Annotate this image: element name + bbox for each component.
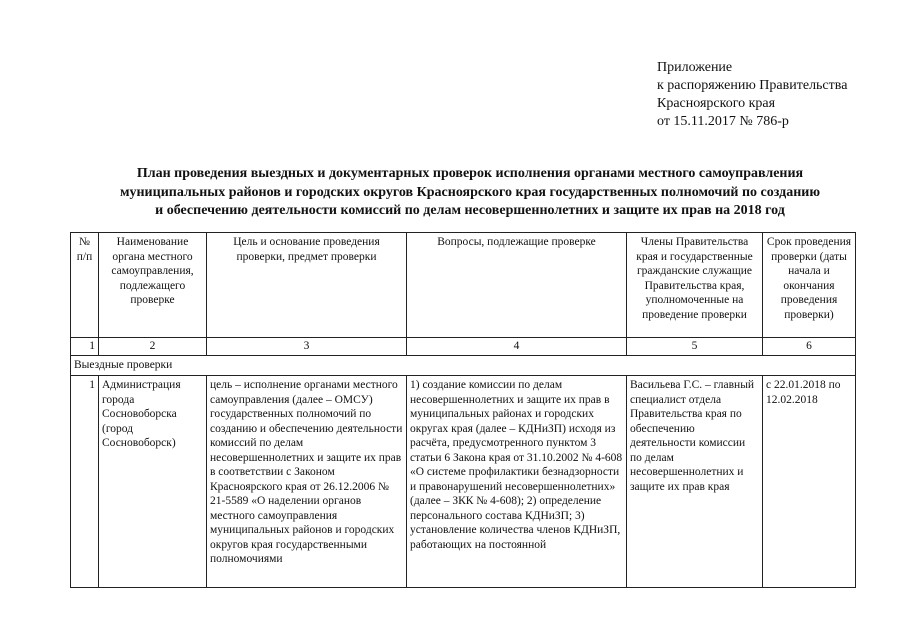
- row-goal-text: цель – исполнение органами местного самоуправления (далее – ОМСУ) государственных полномочий по созданию и обеспечению деятельности комиссий по делам несовершеннолетних и защите их прав в соответствии с Законом Красноярского края от 26.12.2006 № 21-5589 «О наделении органов местного самоуправления муниципальных районов и городских округов края государственными полномочиями: [210, 379, 403, 565]
- table-row: [71, 376, 856, 588]
- row-questions-text: 1) создание комиссии по делам несовершеннолетних и защите их прав в муниципальных районах и городских округах края (далее – КДНиЗП) исходя из расчёта, предусмотренного пунктом 3 статьи 6 Закона края от 31.10.2002 № 4-608 «О системе профилактики безнадзорности и правонарушений несовершеннолетних» (далее – ЗКК № 4-608); 2) определение персонального состава КДНиЗП; 3) установление количества членов КДНиЗП, работающих на постоянной: [410, 379, 623, 551]
- header-cell-term: Срок проведения проверки (даты начала и окончания проведения проверки): [763, 233, 856, 338]
- row-organ: [99, 376, 207, 588]
- row-members-text: Васильева Г.С. – главный специалист отдела Правительства края по обеспечению деятельности комиссии по делам несовершеннолетних и защите их прав края: [630, 379, 755, 493]
- header-cell-questions: Вопросы, подлежащие проверке: [407, 233, 627, 338]
- column-number: 1: [71, 338, 99, 356]
- appendix-block: [657, 59, 897, 131]
- row-term: [763, 376, 856, 588]
- row-number: 1: [71, 376, 99, 588]
- inspection-plan-table: [70, 232, 856, 588]
- row-goal: [207, 376, 407, 588]
- section-row: [71, 356, 856, 376]
- column-number: 3: [207, 338, 407, 356]
- column-number: 5: [627, 338, 763, 356]
- appendix-line: от 15.11.2017 № 786-р: [657, 114, 789, 129]
- title-line: и обеспечению деятельности комиссий по делам несовершеннолетних и защите их прав на 2018 год: [155, 203, 785, 218]
- document-title: [60, 165, 880, 221]
- header-cell-members: Члены Правительства края и государственные гражданские служащие Правительства края, уполномоченные на проведение проверки: [627, 233, 763, 338]
- header-cell-goal: Цель и основание проведения проверки, предмет проверки: [207, 233, 407, 338]
- header-cell-number: № п/п: [71, 233, 99, 338]
- row-questions: [407, 376, 627, 588]
- row-organ-text: Администрация города Сосновоборска (город Сосновоборск): [102, 379, 181, 449]
- appendix-line: Приложение: [657, 60, 733, 75]
- header-cell-organ: Наименование органа местного самоуправления, подлежащего проверке: [99, 233, 207, 338]
- column-number: 2: [99, 338, 207, 356]
- column-number: 6: [763, 338, 856, 356]
- column-number-row: [71, 338, 856, 356]
- title-line: муниципальных районов и городских округов Красноярского края государственных полномочий по созданию: [119, 184, 821, 200]
- row-members: [627, 376, 763, 588]
- title-line: План проведения выездных и документарных проверок исполнения органами местного самоуправления: [136, 166, 804, 181]
- section-title: Выездные проверки: [71, 356, 856, 376]
- appendix-line: к распоряжению Правительства: [657, 78, 848, 93]
- row-term-text: с 22.01.2018 по 12.02.2018: [766, 379, 841, 406]
- table-header-row: [71, 233, 856, 338]
- appendix-line: Красноярского края: [657, 96, 776, 111]
- column-number: 4: [407, 338, 627, 356]
